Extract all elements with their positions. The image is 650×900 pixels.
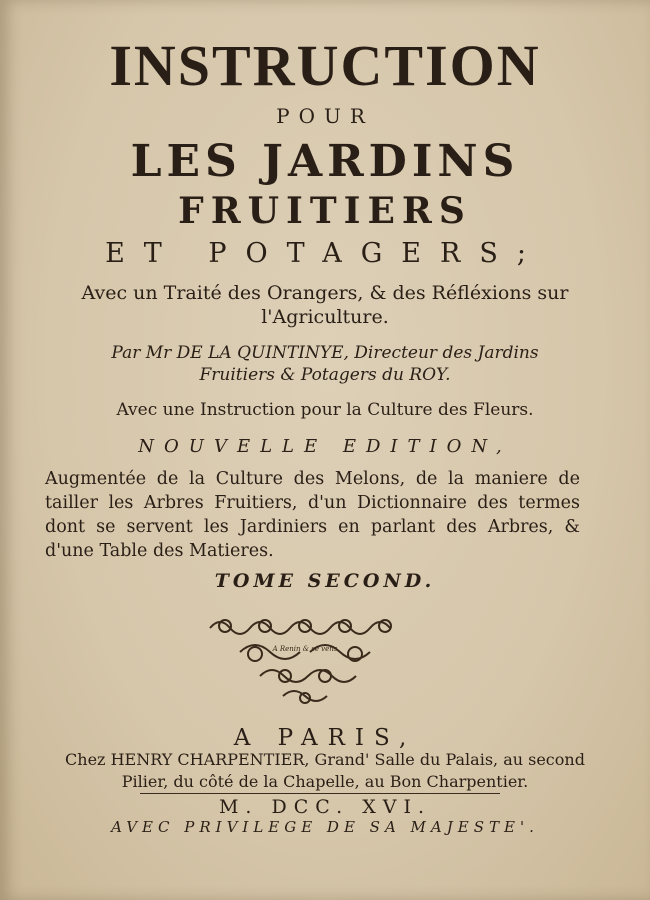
subtitle-line-2: l'Agriculture.	[261, 306, 389, 328]
author-line-1: Par Mr DE LA QUINTINYE, Directeur des Jardins	[111, 343, 539, 363]
flowers-line: Avec une Instruction pour la Culture des Fleurs.	[116, 400, 534, 420]
title-jardins: LES JARDINS	[130, 136, 520, 187]
description-paragraph: Augmentée de la Culture des Melons, de la maniere de tailler les Arbres Fruitiers, d'un Dictionnaire des termes dont se servent les Jardiniers en parlant des Arbres, & d'une Table des Matieres.	[45, 469, 580, 561]
imprint-line-2: Pilier, du côté de la Chapelle, au Bon Charpentier.	[121, 772, 529, 791]
edition-line: NOUVELLE EDITION,	[138, 436, 512, 457]
main-title: INSTRUCTION	[109, 33, 541, 98]
volume-line: TOME SECOND.	[214, 570, 436, 592]
imprint-date: M. DCC. XVI.	[218, 796, 432, 818]
title-fruitiers: FRUITIERS	[178, 190, 472, 232]
title-pour: POUR	[276, 104, 374, 128]
imprint-privilege: AVEC PRIVILEGE DE SA MAJESTE'.	[111, 818, 539, 836]
subtitle-line-1: Avec un Traité des Orangers, & des Réfléxions sur	[81, 282, 569, 304]
imprint-city: A PARIS,	[233, 725, 417, 751]
ornament-vignette-icon	[205, 614, 405, 709]
title-potagers: ET POTAGERS;	[105, 238, 545, 269]
imprint-divider	[140, 793, 500, 794]
author-line-2: Fruitiers & Potagers du ROY.	[199, 365, 451, 385]
imprint-line-1: Chez HENRY CHARPENTIER, Grand' Salle du Palais, au second	[65, 750, 585, 769]
vignette-motto: A Renin & se vens	[272, 645, 338, 653]
